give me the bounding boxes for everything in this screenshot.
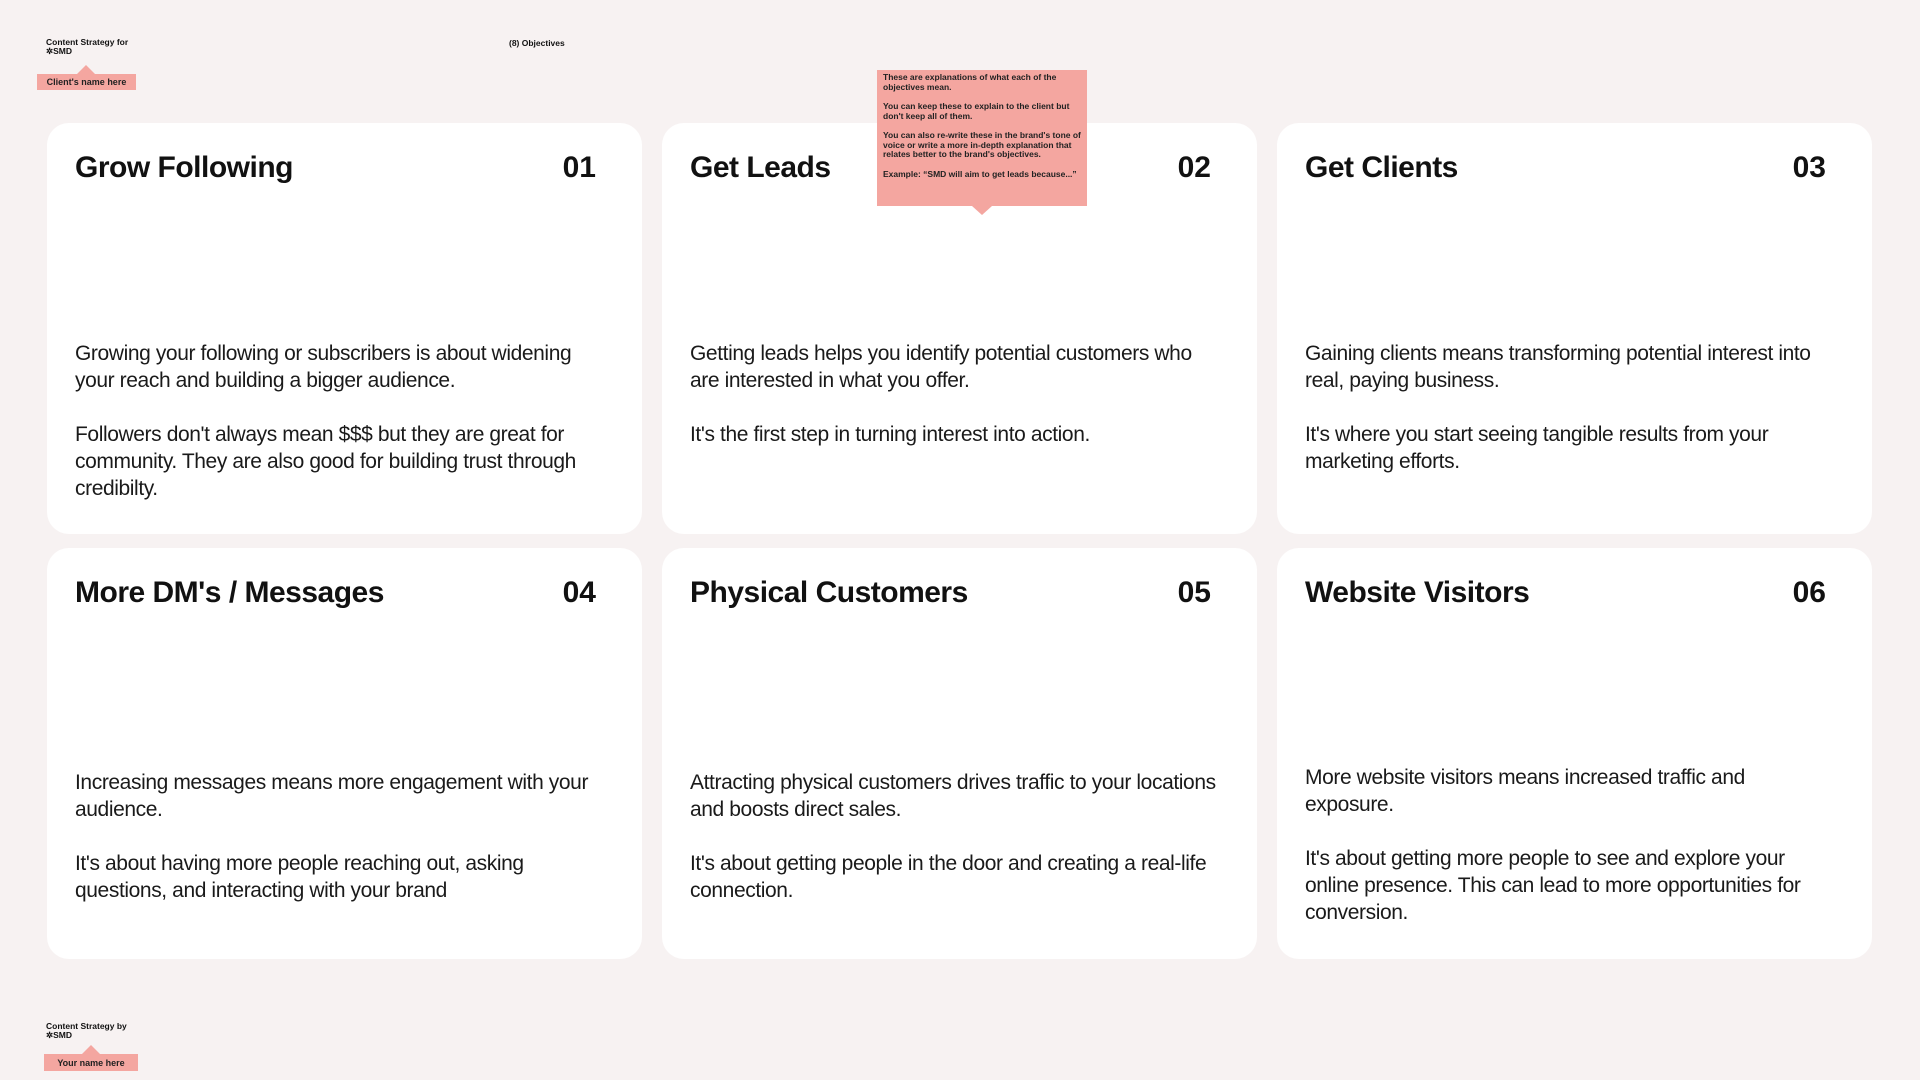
card-title: Grow Following: [75, 151, 293, 184]
card-description: [690, 340, 1217, 448]
brand-line-1: Content Strategy for: [46, 37, 129, 47]
note-paragraph: You can also re-write these in the brand's tone of voice or write a more in-depth explanation that relates better to the brand's objectives.: [883, 130, 1081, 159]
card-number: 06: [1792, 576, 1826, 609]
your-name-tag-pointer: [82, 1045, 100, 1054]
card-paragraph: Growing your following or subscribers is about widening your reach and building a bigger audience.: [75, 342, 572, 392]
note-paragraph: You can keep these to explain to the client but don't keep all of them.: [883, 101, 1070, 121]
section-label: (8) Objectives: [509, 38, 565, 48]
card-paragraph: It's about getting more people to see and explore your online presence. This can lead to more opportunities for conversion.: [1305, 847, 1801, 924]
card-paragraph: Gaining clients means transforming potential interest into real, paying business.: [1305, 342, 1811, 392]
card-title: More DM's / Messages: [75, 576, 384, 609]
card-paragraph: It's where you start seeing tangible results from your marketing efforts.: [1305, 423, 1769, 473]
instruction-note[interactable]: [877, 70, 1087, 206]
footer-brand-line-1: Content Strategy by: [46, 1021, 127, 1031]
brand-line-2: ✲SMD: [46, 46, 73, 56]
footer-brand: [46, 1022, 127, 1040]
card-paragraph: Increasing messages means more engagement with your audience.: [75, 771, 589, 821]
card-number: 03: [1792, 151, 1826, 184]
card-paragraph: Followers don't always mean $$$ but they are great for community. They are also good for building trust through credibilty.: [75, 423, 576, 500]
client-tag-pointer: [77, 65, 95, 74]
objective-card-website-visitors: [1277, 548, 1872, 959]
header-brand: [46, 38, 128, 56]
card-number: 04: [562, 576, 596, 609]
objective-card-more-messages: [47, 548, 642, 959]
objectives-grid: [47, 123, 1872, 959]
note-paragraph: Example: “SMD will aim to get leads because...”: [883, 168, 1077, 179]
card-title: Website Visitors: [1305, 576, 1530, 609]
card-title: Get Leads: [690, 151, 831, 184]
client-name-tag[interactable]: Client's name here: [37, 74, 136, 90]
card-description: [75, 769, 602, 904]
card-paragraph: More website visitors means increased traffic and exposure.: [1305, 766, 1745, 816]
card-title: Physical Customers: [690, 576, 968, 609]
card-paragraph: Getting leads helps you identify potential customers who are interested in what you offer.: [690, 342, 1192, 392]
card-paragraph: It's about having more people reaching out, asking questions, and interacting with your brand: [75, 852, 524, 902]
card-description: [1305, 340, 1832, 475]
objective-card-grow-following: [47, 123, 642, 534]
objective-card-get-clients: [1277, 123, 1872, 534]
card-paragraph: Attracting physical customers drives traffic to your locations and boosts direct sales.: [690, 771, 1216, 821]
note-paragraph: These are explanations of what each of the objectives mean.: [883, 72, 1057, 92]
card-description: [75, 340, 602, 502]
card-description: [1305, 764, 1832, 926]
note-pointer: [972, 206, 992, 215]
card-paragraph: It's about getting people in the door and creating a real-life connection.: [690, 852, 1207, 902]
objective-card-physical-customers: [662, 548, 1257, 959]
card-number: 02: [1177, 151, 1211, 184]
your-name-tag[interactable]: Your name here: [44, 1054, 138, 1071]
card-number: 01: [562, 151, 596, 184]
card-title: Get Clients: [1305, 151, 1458, 184]
card-paragraph: It's the first step in turning interest into action.: [690, 423, 1090, 446]
card-description: [690, 769, 1217, 904]
card-number: 05: [1177, 576, 1211, 609]
footer-brand-line-2: ✲SMD: [46, 1030, 73, 1040]
